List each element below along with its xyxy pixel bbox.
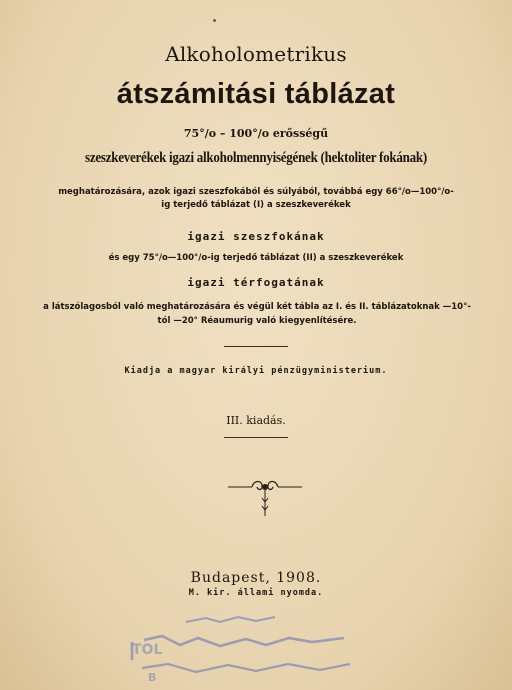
heading-terfogat: igazi térfogatának: [187, 276, 325, 289]
paragraph-2: és egy 75°/o—100°/o-ig terjedő táblázat (II) a szeszkeverékek: [108, 253, 404, 263]
svg-text:B: B: [148, 671, 157, 684]
paragraph-1: meghatározására, azok igazi szeszfokából és súlyából, továbbá egy 66°/o—100°/o-ig terjedő táblázat (I) a szeszkeverékek: [58, 187, 454, 210]
divider-1: [224, 346, 288, 347]
paragraph-3: a látszólagosból való meghatározására és végül két tábla az I. és II. táblázatoknak —10°-tól —20° Réaumurig való kiegyenlítésére.: [43, 302, 471, 326]
place-year: Budapest, 1908.: [190, 570, 322, 586]
printer-line: M. kir. állami nyomda.: [188, 588, 324, 598]
edition-line: III. kiadás.: [226, 414, 286, 427]
publisher-line: Kiadja a magyar királyi pénzügyministerium.: [124, 366, 388, 376]
svg-text:TOL: TOL: [132, 642, 163, 658]
ink-speck: [213, 19, 216, 22]
title-line-2: átszámitási táblázat: [116, 78, 396, 110]
title-line-1: Alkoholometrikus: [165, 42, 347, 66]
divider-2: [224, 437, 288, 438]
ornament-icon: [226, 472, 304, 522]
subtitle-strength: 75°/o – 100°/o erősségű: [183, 127, 329, 140]
heading-szeszfok: igazi szeszfokának: [187, 230, 325, 243]
subtitle-main: szeszkeverékek igazi alkoholmennyiségének (hektoliter fokának): [85, 150, 427, 166]
